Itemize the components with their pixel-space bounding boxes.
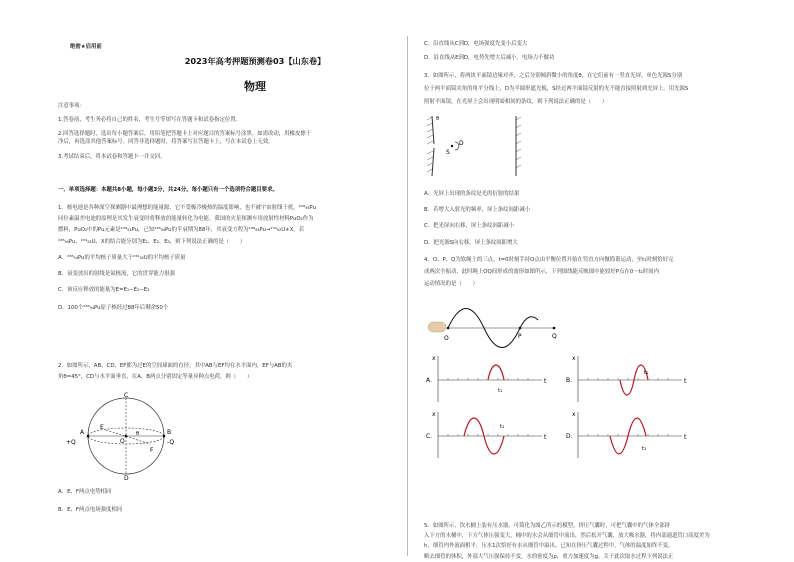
graph-curve [488, 365, 504, 380]
label-e: E [100, 424, 104, 431]
question-text: 运动情况的是（ ） [424, 281, 478, 288]
mirror-lower [432, 148, 434, 176]
label-p: P [518, 333, 522, 340]
question-text: 略去细管的体积，外部大气压强保持不变，水的密度为ρ，重力加速度为g。关于此次取水过程下列说法正 [424, 553, 674, 560]
axis-x-label: x [432, 411, 436, 418]
axis-x-label: x [432, 355, 436, 362]
graph-label: C． [426, 433, 437, 440]
t1-label: t₁ [500, 424, 505, 430]
mirror-upper [432, 116, 434, 144]
option-c: C．把光屏向右移，屏上条纹间距减小 [424, 223, 515, 230]
question-1 [58, 204, 390, 313]
question-text: ²³⁸₉₄Pu、²³⁴₉₂U、X的结合能分别为E₁、E₂、E₃，则下列说法正确的是（ ） [58, 238, 246, 245]
axis-t-label: t [544, 378, 547, 385]
option-d: D．把光源S向右移，屏上条纹间距增大 [424, 239, 518, 246]
label-d: D [459, 140, 464, 147]
question-text: 角θ=45°，CD与水平面垂直，在A、B两点分别固定等量异种点电荷，则（ ） [58, 374, 253, 381]
graph-b [566, 355, 687, 402]
question-text: 5．如图所示，饮水桶上装有压水器，可简化为图乙所示的模型。挤压气囊时，可把气囊中的气体全部挤 [424, 523, 671, 529]
label-f: F [150, 447, 154, 454]
notes-heading: 注意事项： [58, 103, 85, 109]
mirror-hatching [427, 117, 433, 172]
exam-title: 2023年高考押题预测卷03【山东卷】 [184, 56, 326, 66]
question-text: 入下方的水桶中，下方气体压强变大，桶中的水会从细管中流出，然后松开气囊，放大吸水器，将内部通道管口高度差为 [424, 533, 710, 540]
question-2 [58, 362, 390, 381]
question-5 [424, 522, 764, 561]
option-c: C．该反应释放的能量为E=E₁−E₂−E₃ [58, 287, 150, 294]
axis-t-label: t [684, 434, 687, 441]
axis-t-label: t [684, 378, 687, 385]
graph-c [426, 411, 547, 458]
wave-diagram [424, 306, 564, 350]
option-a: A．²³⁸₉₄Pu的平均核子质量大于²³⁴₉₂U的平均核子质量 [58, 254, 186, 261]
point-p [519, 327, 522, 330]
point-o [447, 327, 450, 330]
label-plus-q: +Q [66, 439, 76, 446]
option-a: A．E、F两点电势相同 [58, 489, 112, 495]
notes-list [58, 116, 390, 161]
label-c: C [124, 392, 129, 399]
note-item: 3.考试结束后，将本试卷和答题卡一并交回。 [58, 153, 166, 160]
confidential-mark: 绝密★启用前 [70, 44, 102, 50]
graph-label: B． [566, 377, 577, 384]
question-text: 1．核电池是各种深空探测器中最理想的能量源，它不受极冷极热的温度影响，也不被宇宙射线干扰。²³⁸₉₄Pu [58, 205, 316, 211]
question-4 [424, 256, 764, 289]
graph-label: D． [566, 433, 577, 440]
label-s: S [446, 149, 450, 156]
question-3-options [424, 190, 764, 247]
t1-label: t₁ [644, 370, 649, 376]
label-a: A [80, 429, 85, 436]
axis-x-label: x [572, 411, 576, 418]
question-text: 成两次全振动，此时绳上OQ间形成的波形如图所示，下列图线能反映图中能较好P点在0～t₁时间内 [424, 269, 660, 276]
option-a: A．光屏上出现的条纹是光的衍射的结果 [424, 191, 520, 197]
center-point [125, 435, 128, 438]
question-text: 3．如图所示，将两块平面镜边缘对齐，之后分别倾斜微小的角度θ，在它们前有一竖直光屏，单色光源S分别 [424, 73, 683, 79]
notes [58, 102, 390, 110]
sphere-diagram [58, 390, 188, 480]
point-q [553, 327, 556, 330]
question-text: 照射平面镜，在光屏上会出现明暗相间的条纹，则下列说法正确的是（ ） [424, 99, 608, 106]
note-item: 1.答卷前，考生务必将自己的姓名、考生号等填写在答题卡和试卷指定位置。 [58, 117, 242, 123]
graph-label: A． [426, 377, 437, 384]
label-minus-q: -Q [167, 439, 175, 446]
charge-a [87, 435, 90, 438]
section-heading: 一、单项选择题：本题共8小题，每小题3分，共24分。每小题只有一个选项符合题目要求。 [58, 187, 278, 193]
option-d: D．沿直线从E到D，电势先增大后减小，电场力不做功 [424, 55, 555, 62]
question-2-options [58, 488, 390, 514]
label-q: Q [552, 333, 557, 340]
question-text: h，细管内外液面相平，压水1次恰好有水从细管中溢出。已知在挤压气囊过程中，气体的温度始终不变， [424, 543, 674, 550]
option-b: B．若增大入射光的频率，屏上条纹间距减小 [424, 207, 531, 214]
ef-line [106, 430, 150, 444]
note-item: 2.回答选择题时，选出每小题答案后，用铅笔把答题卡上对应题目的答案标号涂黑。如需改动，用橡皮擦干 [58, 131, 312, 138]
charge-b [163, 435, 166, 438]
question-3 [424, 72, 764, 107]
graph-a [426, 355, 547, 402]
t1-label: t₁ [498, 388, 503, 394]
question-text: 同位素温差电池的原理是其发生衰变时将释放的能量转化为电能。我国的火星探测车用放射性材料PuO₂作为 [58, 216, 314, 223]
question-text: 位于两平面镜夹角的角平分线上，D为半圆形遮光板，S经过两平面镜反射的光不能直接照射到光屏上。用光源S [424, 86, 689, 93]
label-d: D [124, 475, 129, 480]
option-b: B．衰变放出的射线是氦核流，它的贯穿能力很强 [58, 271, 175, 278]
screen-hatching [516, 117, 521, 168]
answer-graphs [424, 352, 764, 462]
question-text: 燃料，PuO₂中的Pu元素是²³⁸₉₄Pu，已知²³⁸₉₄Pu的半衰期为88年，其衰变方程为²³⁸₉₄Pu→²³⁴₉₂U+X。若 [58, 227, 305, 234]
t1-label: t₁ [642, 446, 647, 452]
mirror-diagram [424, 114, 534, 178]
question-text: 4．O、P、Q为软绳上的三点，t=0时刻手持O点由平衡位置开始在竖直方向做简谐运动，至t₁时刻恰好完 [424, 257, 674, 263]
label-theta: θ [436, 116, 440, 122]
option-c: C．沿直线从C到D，电场强度先变小后变大 [424, 41, 528, 47]
option-d: D．100个²³⁸₉₄Pu原子核经过88年后剩余50个 [58, 305, 169, 312]
note-item: 净后，再选涂其他答案标号。回答非选择题时，将答案写在答题卡上，写在本试卷上无效。 [58, 139, 274, 146]
hand-icon [428, 322, 446, 332]
label-theta: θ [136, 431, 140, 437]
axis-t-label: t [544, 434, 547, 441]
label-b: B [167, 429, 172, 436]
column-divider [407, 36, 408, 556]
source-s [451, 145, 453, 147]
question-2-continued [424, 40, 764, 62]
axis-x-label: x [572, 355, 576, 362]
option-b: B．E、F两点电场强度相同 [58, 507, 123, 514]
graph-d [566, 411, 687, 458]
question-text: 2．如图所示，AB、CD、EF都为过E的空间球面的直径，其中AB与EF均在水平面内，EF与AB的夹 [58, 363, 293, 369]
label-o: O [444, 335, 449, 342]
label-o: O [120, 438, 125, 445]
subject-title: 物理 [244, 80, 266, 93]
